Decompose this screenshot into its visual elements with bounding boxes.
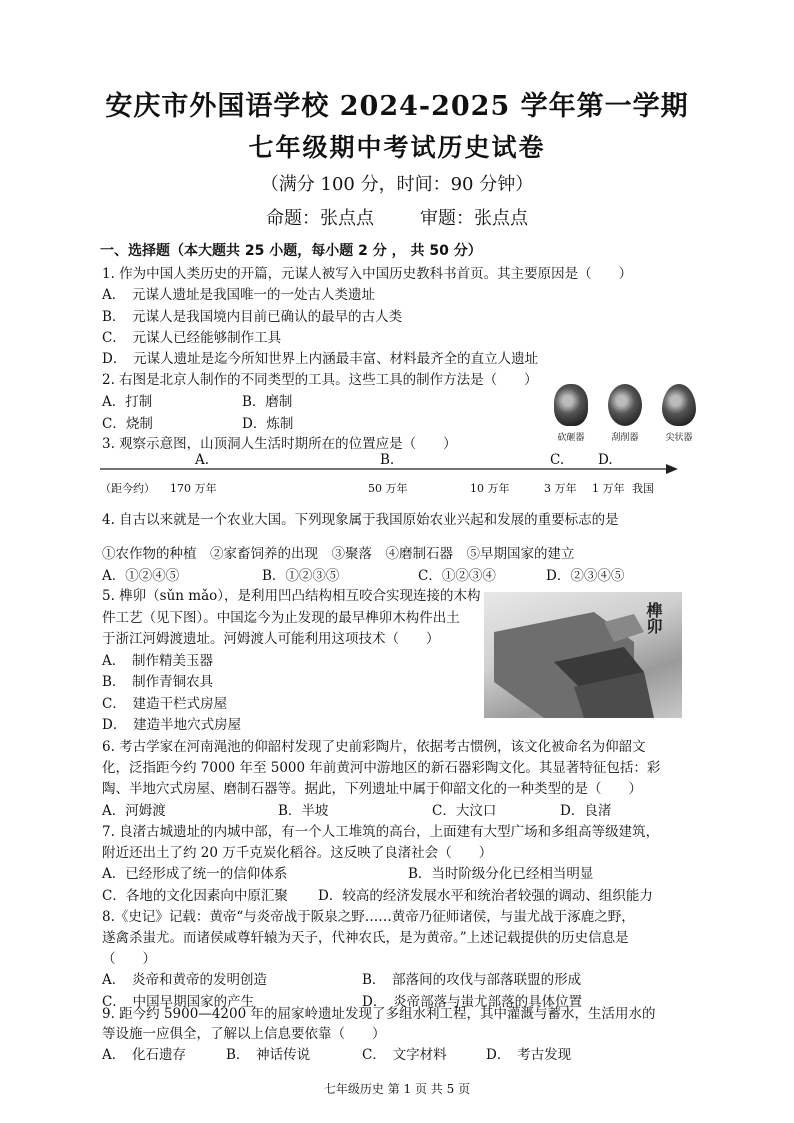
q6-option-d: D．良渚 <box>560 803 612 819</box>
timeline-marker-a: A. <box>195 452 210 468</box>
q9-option-c: C． 文字材料 <box>362 1047 447 1063</box>
timeline-prefix: （距今约） <box>100 482 155 495</box>
q1-option-b: B． 元谋人是我国境内目前已确认的最早的古人类 <box>102 309 403 325</box>
q8-option-c: C． 中国早期国家的产生 <box>102 994 255 1010</box>
timeline-diagram <box>100 452 680 502</box>
q9-option-b: B． 神话传说 <box>226 1047 311 1063</box>
reviewer: 审题：张点点 <box>420 208 528 229</box>
q6-stem-line1: 6. 考古学家在河南渑池的仰韶村发现了史前彩陶片，依据考古惯例，该文化被命名为仰韶文 <box>102 739 646 755</box>
q1-option-c: C． 元谋人已经能够制作工具 <box>102 330 282 346</box>
q7-option-b: B．当时阶级分化已经相当明显 <box>408 866 594 882</box>
timeline-tick: 170 万年 <box>170 482 217 495</box>
q9-stem-line1: 9. 距今约 5900—4200 年的屈家岭遗址发现了多组水利工程，其中灌溉与蓄水，生活用水的 <box>102 1006 656 1022</box>
exam-authors <box>0 204 794 230</box>
q1-stem: 1. 作为中国人类历史的开篇，元谋人被写入中国历史教科书首页。其主要原因是（ ） <box>102 266 633 282</box>
q7-stem-line1: 7. 良渚古城遗址的内城中部，有一个人工堆筑的高台，上面建有大型广场和多组高等级建筑， <box>102 824 660 840</box>
q6-option-a: A．河姆渡 <box>102 803 166 819</box>
timeline-marker-d: D. <box>598 452 613 468</box>
timeline-tick: 10 万年 <box>470 482 510 495</box>
q5-option-a: A． 制作精美玉器 <box>102 653 213 669</box>
q1-option-d: D． 元谋人遗址是迄今所知世界上内涵最丰富、材料最齐全的直立人遗址 <box>102 351 539 367</box>
q5-option-b: B． 制作青铜农具 <box>102 674 214 690</box>
q5-option-d: D． 建造半地穴式房屋 <box>102 717 242 733</box>
timeline-marker-c: C. <box>550 452 565 468</box>
q8-option-a: A． 炎帝和黄帝的发明创造 <box>102 972 267 988</box>
q6-stem-line2: 化，泛指距今约 7000 年至 5000 年前黄河中游地区的新石器彩陶文化。其显著特征包括：彩 <box>102 760 661 776</box>
tool-label: 砍砸器 <box>557 433 585 443</box>
q2-option-a: A．打制 <box>102 394 153 410</box>
timeline-tick: 50 万年 <box>368 482 408 495</box>
q6-option-b: B．半坡 <box>278 803 329 819</box>
scraper-tool-icon <box>608 384 642 426</box>
timeline-tick: 我国 <box>632 482 654 495</box>
mortise-tenon-image <box>484 592 682 718</box>
q4-option-c: C．①②③④ <box>418 568 496 584</box>
q9-option-a: A． 化石遗存 <box>102 1047 186 1063</box>
tool-label: 刮削器 <box>611 433 639 443</box>
q7-stem-line2: 附近还出土了约 20 万千克炭化稻谷。这反映了良渚社会（ ） <box>102 845 493 861</box>
q2-option-d: D．炼制 <box>242 416 294 432</box>
timeline-tick: 3 万年 <box>544 482 577 495</box>
q8-stem-line1: 8.《史记》记载：黄帝“与炎帝战于阪泉之野……黄帝乃征师诸侯，与蚩尤战于涿鹿之野， <box>102 909 635 925</box>
tool-label: 尖状器 <box>665 433 693 443</box>
q4-items: ①农作物的种植 ②家畜饲养的出现 ③聚落 ④磨制石器 ⑤早期国家的建立 <box>102 546 575 562</box>
page-footer: 七年级历史 第 1 页 共 5 页 <box>323 1082 471 1096</box>
q4-option-b: B．①②③⑤ <box>262 568 340 584</box>
q7-option-d: D．较高的经济发展水平和统治者较强的调动、组织能力 <box>318 888 653 904</box>
q4-option-d: D．②③④⑤ <box>546 568 625 584</box>
q8-option-d: D． 炎帝部落与蚩尤部落的具体位置 <box>362 994 583 1010</box>
q1-option-a: A． 元谋人遗址是我国唯一的一处古人类遗址 <box>102 287 375 303</box>
q4-stem: 4. 自古以来就是一个农业大国。下列现象属于我国原始农业兴起和发展的重要标志的是 <box>102 512 619 528</box>
q5-stem-line1: 5. 榫卯（sǔn mǎo），是利用凹凸结构相互咬合实现连接的木构 <box>102 588 481 604</box>
timeline-tick: 1 万年 <box>592 482 625 495</box>
chopper-tool-icon <box>554 384 588 426</box>
q2-stem: 2. 右图是北京人制作的不同类型的工具。这些工具的制作方法是（ ） <box>102 372 538 388</box>
q5-stem-line2: 件工艺（见下图）。中国迄今为止发现的最早榫卯木构件出土 <box>102 610 460 626</box>
q9-option-d: D． 考古发现 <box>486 1047 572 1063</box>
q9-stem-line2: 等设施一应俱全，了解以上信息要依靠（ ） <box>102 1026 386 1042</box>
q7-option-c: C．各地的文化因素向中原汇聚 <box>102 888 288 904</box>
q6-option-c: C．大汶口 <box>432 803 497 819</box>
q7-option-a: A．已经形成了统一的信仰体系 <box>102 866 288 882</box>
q2-option-b: B．磨制 <box>242 394 293 410</box>
q2-option-c: C．烧制 <box>102 416 153 432</box>
q8-option-b: B． 部落间的攻伐与部落联盟的形成 <box>362 972 582 988</box>
point-tool-icon <box>662 384 696 426</box>
setter: 命题：张点点 <box>266 208 374 229</box>
q6-stem-line3: 陶、半地穴式房屋、磨制石器等。据此，下列遗址中属于仰韶文化的一种类型的是（ ） <box>102 781 642 797</box>
q8-stem-line3: （ ） <box>102 951 156 967</box>
exam-title-line2: 七年级期中考试历史试卷 <box>248 133 546 162</box>
mortise-caption: 榫卯 <box>644 602 663 634</box>
q3-stem: 3. 观察示意图，山顶洞人生活时期所在的位置应是（ ） <box>102 436 457 452</box>
stone-tools-image <box>548 384 708 444</box>
q5-option-c: C． 建造干栏式房屋 <box>102 696 228 712</box>
exam-title-line1: 安庆市外国语学校 2024-2025 学年第一学期 <box>105 91 689 122</box>
section-heading: 一、选择题（本大题共 25 小题，每小题 2 分 ， 共 50 分） <box>100 243 482 259</box>
q5-stem-line3: 于浙江河姆渡遗址。河姆渡人可能利用这项技术（ ） <box>102 631 440 647</box>
exam-subtitle: （满分 100 分，时间：90 分钟） <box>260 174 534 195</box>
q4-option-a: A．①②④⑤ <box>102 568 180 584</box>
q8-stem-line2: 遂禽杀蚩尤。而诸侯咸尊轩辕为天子，代神农氏，是为黄帝。”上述记载提供的历史信息是 <box>102 930 629 946</box>
timeline-marker-b: B. <box>380 452 395 468</box>
